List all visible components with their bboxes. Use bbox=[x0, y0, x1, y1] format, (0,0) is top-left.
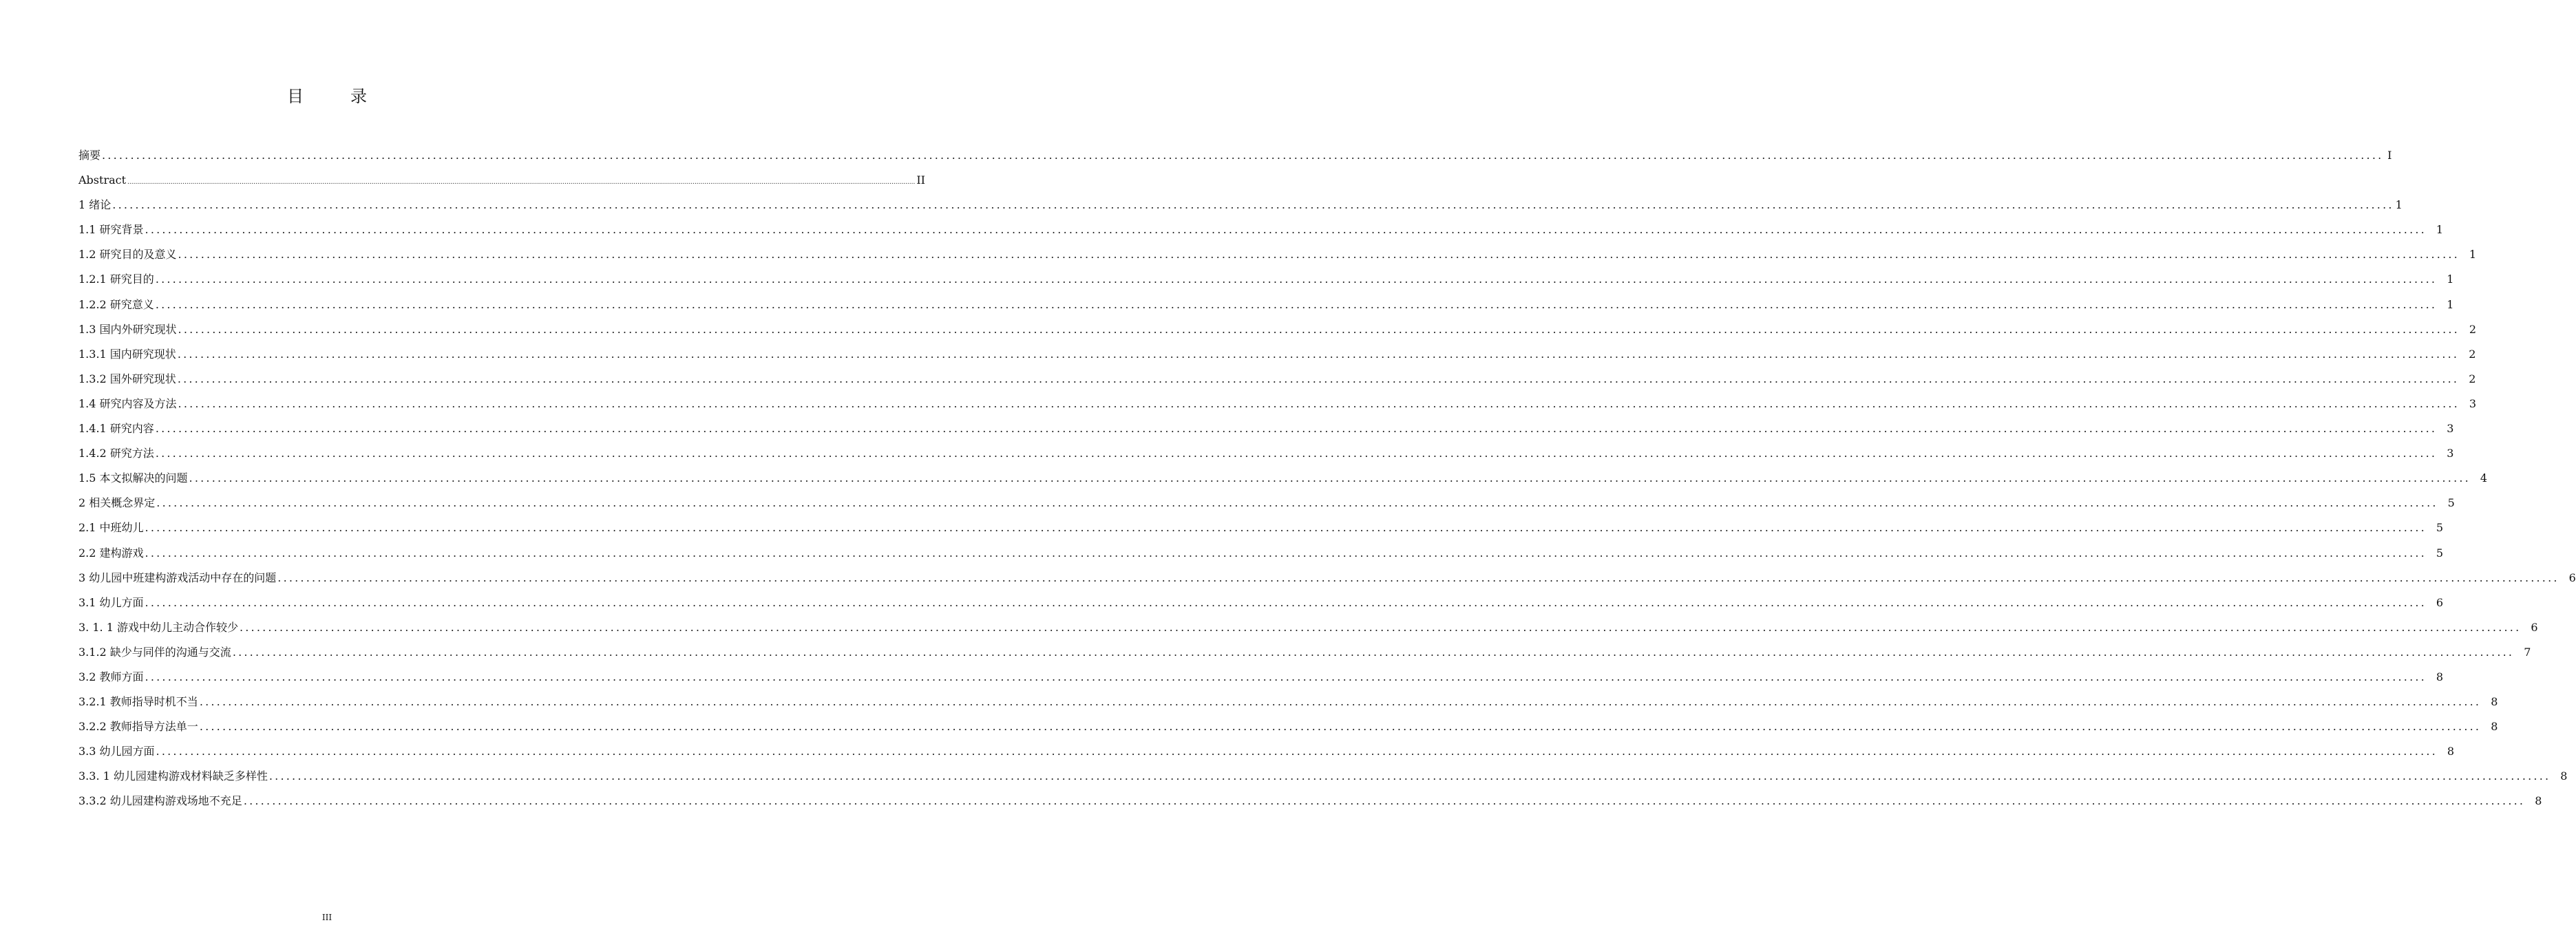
toc-entry-label: 3 幼儿园中班建构游戏活动中存在的问题 bbox=[78, 571, 277, 584]
toc-entry-page: 5 bbox=[2447, 496, 2455, 510]
toc-entry-label: 1.2 研究目的及意义 bbox=[78, 248, 177, 262]
toc-entry-label: 3.2 教师方面 bbox=[78, 670, 144, 683]
toc-dot-leader: ................................................................................................................................................................................................................................................................................................................................................................................................................ bbox=[145, 670, 2427, 683]
toc-dot-leader: ................................................................................................................................................................................................................................................................................................................................................................................................................ bbox=[239, 620, 2522, 634]
toc-entry[interactable] bbox=[78, 143, 2392, 168]
toc-entry-page: 6 bbox=[2531, 620, 2538, 634]
toc-entry[interactable] bbox=[78, 491, 2455, 515]
toc-entry-page: 8 bbox=[2436, 670, 2444, 683]
toc-dot-leader: ................................................................................................................................................................................................................................................................................................................................................................................................................ bbox=[156, 496, 2438, 510]
toc-entry-page: 6 bbox=[2436, 595, 2444, 609]
toc-entry[interactable] bbox=[78, 193, 2403, 217]
toc-dot-leader: ................................................................................................................................................................................................................................................................................................................................................................................................................ bbox=[177, 347, 2460, 361]
toc-entry-page: 3 bbox=[2447, 447, 2454, 460]
toc-entry-page: 2 bbox=[2469, 372, 2476, 385]
toc-entry[interactable] bbox=[78, 168, 925, 193]
toc-dot-leader: ................................................................................................................................................................................................................................................................................................................................................................................................................ bbox=[232, 645, 2515, 659]
toc-dot-leader: ................................................................................................................................................................................................................................................................................................................................................................................................................ bbox=[178, 248, 2460, 262]
toc-entry-page: 2 bbox=[2469, 322, 2477, 336]
toc-dot-leader: ................................................................................................................................................................................................................................................................................................................................................................................................................ bbox=[178, 322, 2460, 336]
toc-entry[interactable] bbox=[78, 293, 2454, 317]
toc-dot-leader: ................................................................................................................................................................................................................................................................................................................................................................................................................ bbox=[178, 396, 2460, 410]
toc-entry-page: 2 bbox=[2469, 347, 2476, 361]
toc-entry-label: 1.2.1 研究目的 bbox=[78, 273, 154, 286]
toc-entry-label: 3. 1. 1 游戏中幼儿主动合作较少 bbox=[78, 620, 238, 634]
toc-entry-page: 6 bbox=[2568, 571, 2576, 584]
toc-entry-page: 1 bbox=[2447, 273, 2454, 286]
toc-entry[interactable] bbox=[78, 441, 2454, 466]
toc-entry-page: 3 bbox=[2469, 396, 2477, 410]
toc-entry-page: 3 bbox=[2447, 422, 2454, 436]
toc-entry[interactable] bbox=[78, 541, 2444, 566]
toc-entry-label: 2.1 中班幼儿 bbox=[78, 521, 144, 535]
toc-dot-leader: ................................................................................................................................................................................................................................................................................................................................................................................................................ bbox=[145, 595, 2427, 609]
toc-entry-page: 5 bbox=[2436, 546, 2444, 560]
toc-entry-label: 1 绪论 bbox=[78, 198, 112, 212]
toc-dot-leader: ................................................................................................................................................................................................................................................................................................................................................................................................................ bbox=[199, 695, 2482, 709]
toc-entry[interactable] bbox=[78, 242, 2477, 267]
toc-entry-label: 摘要 bbox=[78, 149, 101, 162]
toc-entry-page: 8 bbox=[2491, 720, 2498, 734]
toc-entry-page: 8 bbox=[2447, 745, 2455, 758]
toc-entry[interactable] bbox=[78, 515, 2444, 540]
toc-entry-label: 1.4.1 研究内容 bbox=[78, 422, 154, 436]
toc-entry[interactable] bbox=[78, 217, 2444, 242]
toc-entry[interactable] bbox=[78, 267, 2454, 292]
toc-entry-page: 4 bbox=[2480, 471, 2488, 485]
page-number-footer: III bbox=[321, 913, 332, 922]
toc-entry-label: 1.3 国内外研究现状 bbox=[78, 322, 177, 336]
toc-entry[interactable] bbox=[78, 591, 2444, 615]
toc-dot-leader: ................................................................................................................................................................................................................................................................................................................................................................................................................ bbox=[199, 720, 2482, 734]
toc-entry[interactable] bbox=[78, 665, 2444, 690]
toc-dot-leader: ................................................................................................................................................................................................................................................................................................................................................................................................................ bbox=[155, 273, 2438, 286]
toc-entry[interactable] bbox=[78, 739, 2455, 764]
toc-entry[interactable] bbox=[78, 342, 2476, 367]
toc-entry-label: 3.2.1 教师指导时机不当 bbox=[78, 695, 198, 709]
toc-entry-page: 1 bbox=[2436, 223, 2444, 237]
toc-entry-label: 1.1 研究背景 bbox=[78, 223, 144, 237]
toc-dot-leader: ................................................................................................................................................................................................................................................................................................................................................................................................................ bbox=[243, 794, 2526, 808]
toc-dot-leader: ................................................................................................................................................................................................................................................................................................................................................................................................................ bbox=[155, 422, 2438, 436]
toc-entry[interactable] bbox=[78, 764, 2568, 789]
toc-entry-label: Abstract bbox=[78, 173, 127, 187]
toc-dot-leader: ................................................................................................................................................................................................................................................................................................................................................................................................................ bbox=[102, 149, 2384, 162]
toc-entry[interactable] bbox=[78, 466, 2488, 491]
toc-entry-label: 1.5 本文拟解决的问题 bbox=[78, 471, 188, 485]
toc-entry-page: 1 bbox=[2395, 198, 2403, 212]
toc-entry[interactable] bbox=[78, 615, 2538, 640]
toc-dot-leader: ................................................................................................................................................................................................................................................................................................................................................................................................................ bbox=[268, 769, 2551, 783]
toc-entry[interactable] bbox=[78, 714, 2498, 739]
toc-entry-label: 3.3.2 幼儿园建构游戏场地不充足 bbox=[78, 794, 242, 808]
toc-entry-page: 7 bbox=[2524, 645, 2531, 659]
toc-dot-leader: ................................................................................................................................................................................................................................................................................................................................................................................................................ bbox=[127, 179, 916, 187]
toc-entry-page: 8 bbox=[2560, 769, 2568, 783]
toc-entry-label: 2 相关概念界定 bbox=[78, 496, 156, 510]
toc-entry-label: 1.4 研究内容及方法 bbox=[78, 396, 177, 410]
toc-entry-label: 2.2 建构游戏 bbox=[78, 546, 144, 560]
toc-entry[interactable] bbox=[78, 640, 2531, 665]
toc-entry[interactable] bbox=[78, 416, 2454, 441]
toc-entry[interactable] bbox=[78, 392, 2477, 416]
toc-entry-label: 3.3 幼儿园方面 bbox=[78, 745, 155, 758]
toc-entry[interactable] bbox=[78, 367, 2476, 392]
toc-entry[interactable] bbox=[78, 566, 2576, 591]
toc-entry[interactable] bbox=[78, 690, 2498, 714]
toc-entry-page: 5 bbox=[2436, 521, 2444, 535]
toc-entry-page: 1 bbox=[2469, 248, 2477, 262]
toc-dot-leader: ................................................................................................................................................................................................................................................................................................................................................................................................................ bbox=[112, 198, 2394, 212]
toc-entry-page: II bbox=[916, 173, 925, 187]
toc-entry-label: 3.1.2 缺少与同伴的沟通与交流 bbox=[78, 645, 231, 659]
toc-entry-label: 3.1 幼儿方面 bbox=[78, 595, 144, 609]
toc-entry-label: 1.3.2 国外研究现状 bbox=[78, 372, 176, 385]
toc-entry-label: 3.3. 1 幼儿园建构游戏材料缺乏多样性 bbox=[78, 769, 268, 783]
page-title: 目 录 bbox=[287, 87, 382, 106]
toc-entry-label: 1.2.2 研究意义 bbox=[78, 297, 154, 311]
table-of-contents bbox=[78, 143, 2576, 814]
toc-entry-label: 3.2.2 教师指导方法单一 bbox=[78, 720, 198, 734]
toc-entry-label: 1.4.2 研究方法 bbox=[78, 447, 154, 460]
toc-dot-leader: ................................................................................................................................................................................................................................................................................................................................................................................................................ bbox=[145, 546, 2427, 560]
toc-entry[interactable] bbox=[78, 789, 2542, 814]
toc-entry-page: I bbox=[2387, 149, 2392, 162]
toc-entry-label: 1.3.1 国内研究现状 bbox=[78, 347, 176, 361]
toc-dot-leader: ................................................................................................................................................................................................................................................................................................................................................................................................................ bbox=[277, 571, 2559, 584]
toc-entry-page: 8 bbox=[2535, 794, 2542, 808]
toc-dot-leader: ................................................................................................................................................................................................................................................................................................................................................................................................................ bbox=[155, 447, 2438, 460]
toc-entry-page: 8 bbox=[2491, 695, 2498, 709]
toc-entry-page: 1 bbox=[2447, 297, 2454, 311]
toc-dot-leader: ................................................................................................................................................................................................................................................................................................................................................................................................................ bbox=[145, 223, 2427, 237]
toc-dot-leader: ................................................................................................................................................................................................................................................................................................................................................................................................................ bbox=[155, 297, 2438, 311]
toc-dot-leader: ................................................................................................................................................................................................................................................................................................................................................................................................................ bbox=[189, 471, 2471, 485]
toc-dot-leader: ................................................................................................................................................................................................................................................................................................................................................................................................................ bbox=[177, 372, 2460, 385]
toc-dot-leader: ................................................................................................................................................................................................................................................................................................................................................................................................................ bbox=[156, 745, 2438, 758]
toc-entry[interactable] bbox=[78, 317, 2477, 342]
toc-dot-leader: ................................................................................................................................................................................................................................................................................................................................................................................................................ bbox=[145, 521, 2427, 535]
